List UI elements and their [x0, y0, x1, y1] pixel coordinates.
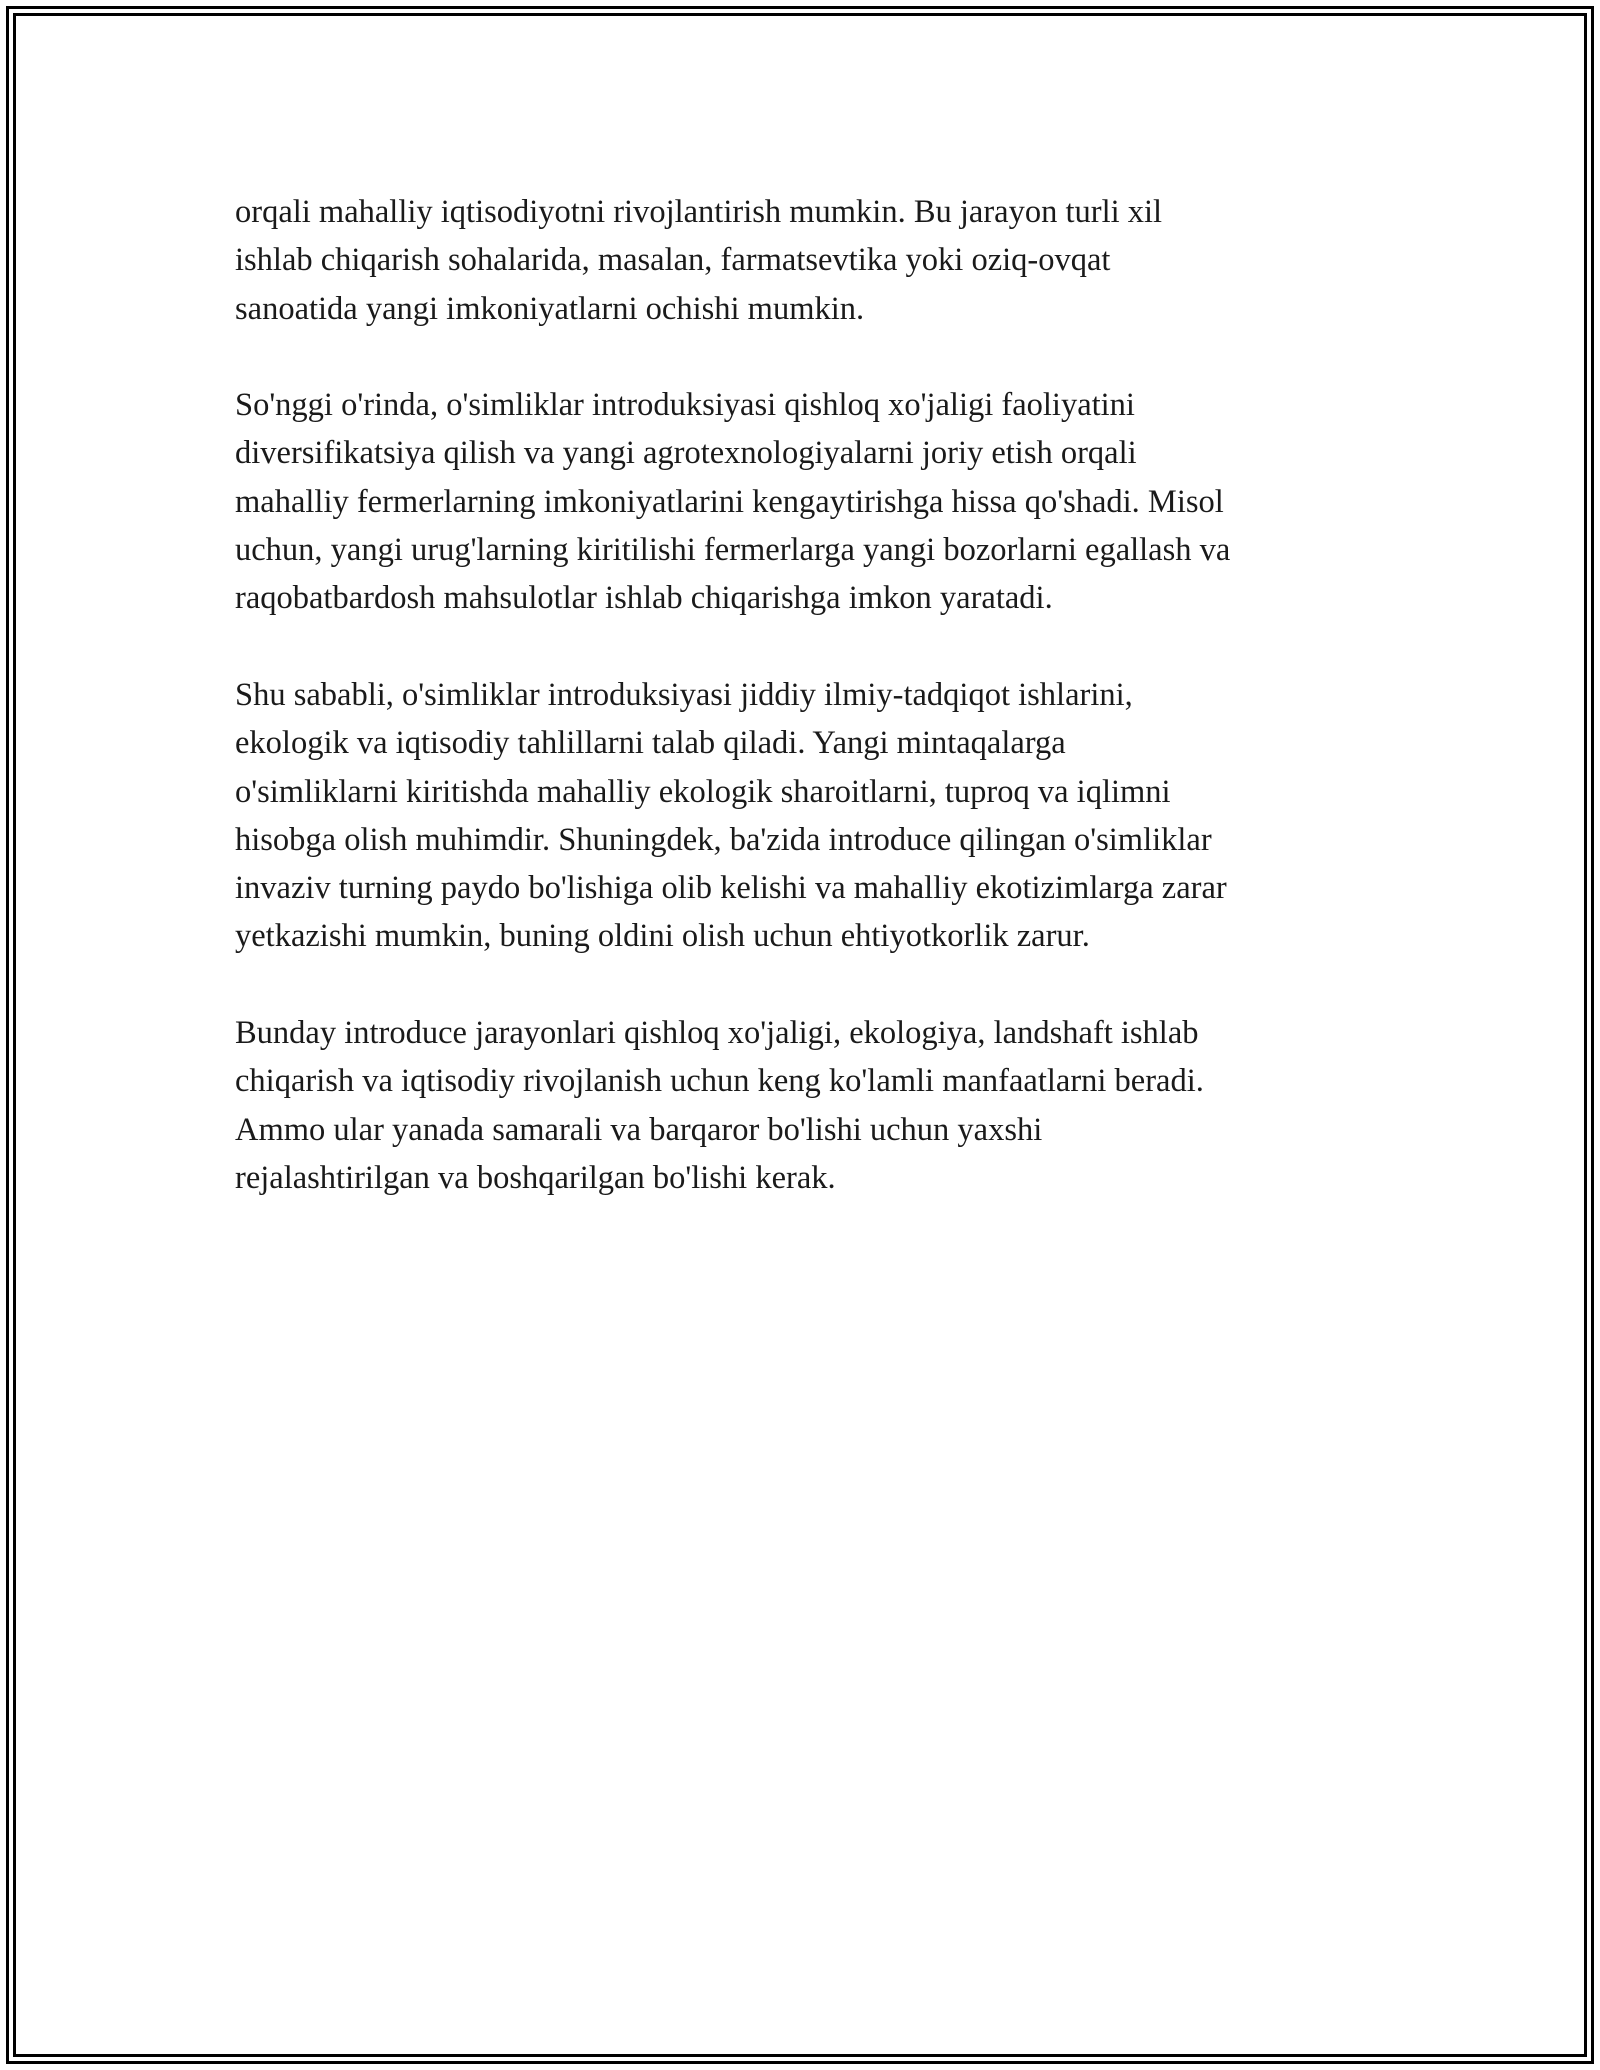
text-line: ekologik va iqtisodiy tahlillarni talab qiladi. Yangi mintaqalarga: [235, 725, 1066, 762]
text-line: yetkazishi mumkin, buning oldini olish uchun ehtiyotkorlik zarur.: [235, 918, 1090, 955]
paragraph-4: [235, 1009, 1375, 1202]
text-line: orqali mahalliy iqtisodiyotni rivojlantirish mumkin. Bu jarayon turli xil: [235, 194, 1163, 230]
text-line: sanoatida yangi imkoniyatlarni ochishi mumkin.: [235, 290, 865, 327]
text-line: ishlab chiqarish sohalarida, masalan, farmatsevtika yoki oziq-ovqat: [235, 242, 1111, 279]
paragraph-1: [235, 188, 1375, 333]
text-line: o'simliklarni kiritishda mahalliy ekologik sharoitlarni, tuproq va iqlimni: [235, 773, 1171, 810]
text-line: So'nggi o'rinda, o'simliklar introduksiyasi qishloq xo'jaligi faoliyatini: [235, 387, 1135, 424]
text-line: Shu sababli, o'simliklar introduksiyasi jiddiy ilmiy-tadqiqot ishlarini,: [235, 676, 1133, 713]
text-line: chiqarish va iqtisodiy rivojlanish uchun keng ko'lamli manfaatlarni beradi.: [235, 1063, 1204, 1100]
document-body: [235, 188, 1375, 1251]
text-line: hisobga olish muhimdir. Shuningdek, ba'zida introduce qilingan o'simliklar: [235, 821, 1212, 858]
paragraph-2: [235, 381, 1375, 622]
text-line: Bunday introduce jarayonlari qishloq xo'jaligi, ekologiya, landshaft ishlab: [235, 1015, 1199, 1052]
text-line: invaziv turning paydo bo'lishiga olib kelishi va mahalliy ekotizimlarga zarar: [235, 870, 1227, 907]
paragraph-3: [235, 671, 1375, 961]
text-line: Ammo ular yanada samarali va barqaror bo'lishi uchun yaxshi: [235, 1111, 1043, 1148]
text-line: rejalashtirilgan va boshqarilgan bo'lishi kerak.: [235, 1159, 836, 1196]
text-line: diversifikatsiya qilish va yangi agrotexnologiyalarni joriy etish orqali: [235, 435, 1137, 472]
text-line: raqobatbardosh mahsulotlar ishlab chiqarishga imkon yaratadi.: [235, 580, 1053, 617]
text-line: uchun, yangi urug'larning kiritilishi fermerlarga yangi bozorlarni egallash va: [235, 532, 1231, 569]
text-line: mahalliy fermerlarning imkoniyatlarini kengaytirishga hissa qo'shadi. Misol: [235, 483, 1224, 520]
